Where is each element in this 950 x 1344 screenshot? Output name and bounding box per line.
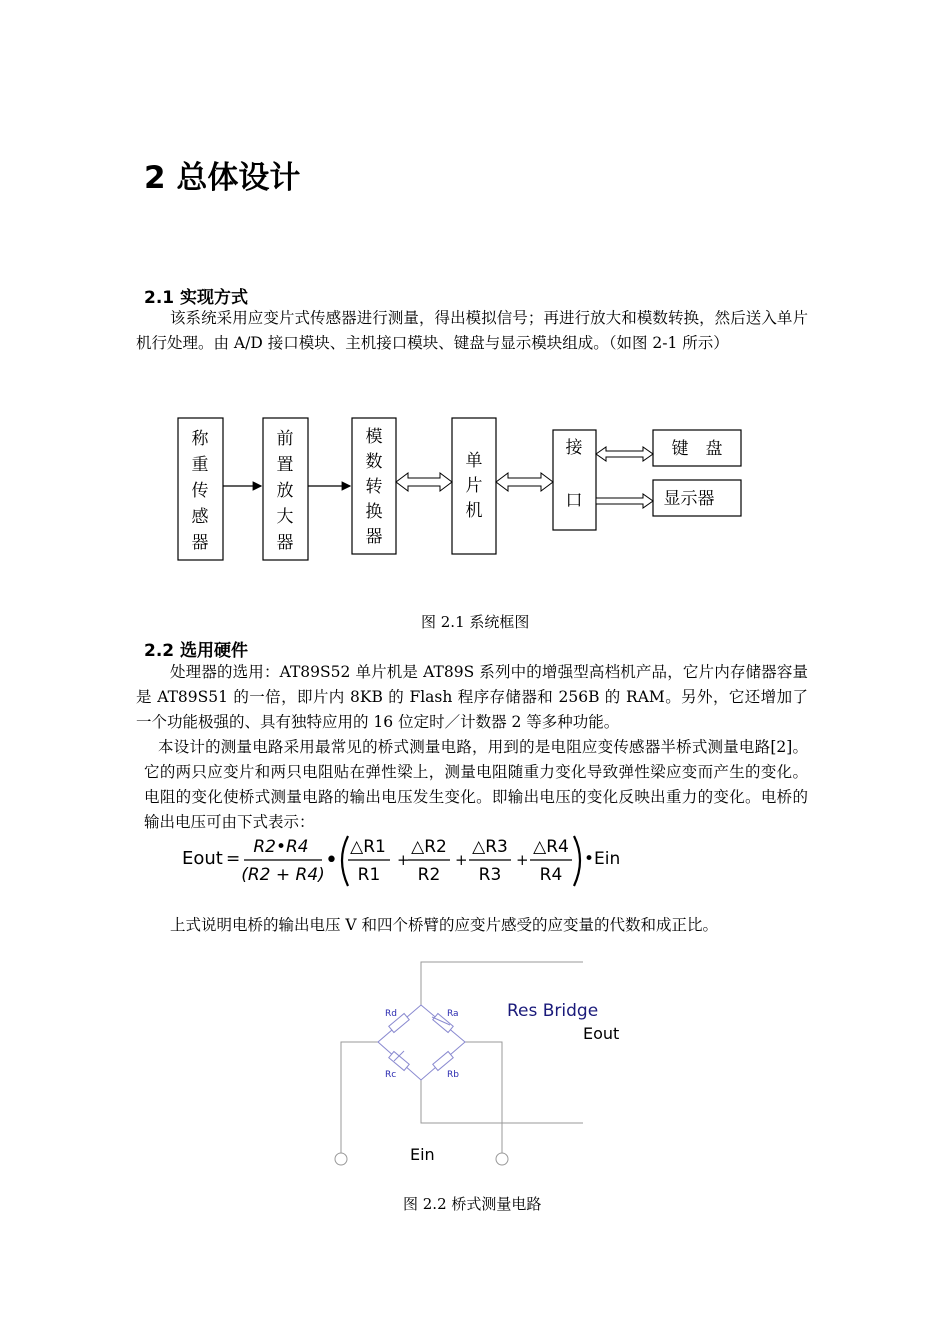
sensor-char-2: 重 [191, 455, 209, 475]
interface-char-1: 接 [565, 438, 583, 458]
label-rc: Rc [385, 1070, 397, 1080]
sensor-char-1: 称 [191, 429, 209, 449]
label-eout: Eout [583, 1024, 620, 1043]
formula-term4-num: △R4 [533, 837, 569, 857]
label-ein: Ein [410, 1145, 435, 1164]
display-label: 显示器 [663, 489, 715, 509]
terminal-right [496, 1153, 508, 1165]
interface-char-2: 口 [565, 491, 583, 511]
label-res-bridge: Res Bridge [507, 1001, 599, 1021]
formula-term2-num: △R2 [411, 837, 447, 857]
formula-plus-1: + [397, 851, 410, 869]
amp-char-1: 前 [276, 429, 294, 449]
wire-top [421, 962, 583, 1005]
res-bridge-circuit [330, 955, 630, 1175]
sensor-char-4: 感 [191, 507, 209, 527]
paragraph-conclusion: 上式说明电桥的输出电压 V 和四个桥臂的应变片感受的应变量的代数和成正比。 [170, 916, 719, 934]
figure-2-2-caption: 图 2.2 桥式测量电路 [403, 1195, 542, 1213]
wire-left [341, 1042, 378, 1153]
paragraph-processor: 处理器的选用：AT89S52 单片机是 AT89S 系列中的增强型高档机产品，它片内存储器容量是 AT89S51 的一倍，即片内 8KB 的 Flash 程序存储器和 256B 的 RAM。另外，它还增加了一个功能极强的、具有独特应用的 16 位定时／计数器 2 等多种功能。 [136, 663, 808, 731]
formula-term1-den: R1 [357, 865, 381, 885]
label-rd: Rd [385, 1009, 397, 1019]
double-arrow-mcu-interface [496, 473, 553, 491]
double-arrow-interface-keyboard [596, 447, 653, 461]
keyboard-label: 键 盘 [671, 439, 723, 459]
chapter-title: 2 总体设计 [144, 160, 301, 196]
resistor-rb [433, 1052, 453, 1071]
terminal-left [335, 1153, 347, 1165]
bridge-output-formula [180, 830, 640, 892]
label-rb: Rb [447, 1070, 459, 1080]
amp-char-5: 器 [276, 533, 294, 553]
formula-tail: •Ein [584, 849, 621, 869]
amp-char-3: 放 [276, 481, 294, 501]
formula-term3-num: △R3 [472, 837, 508, 857]
figure-2-1-caption: 图 2.1 系统框图 [421, 613, 530, 631]
label-ra: Ra [447, 1009, 459, 1019]
wire-right [465, 1042, 502, 1153]
formula-term4-den: R4 [539, 865, 563, 885]
system-block-diagram [170, 410, 760, 570]
amp-char-4: 大 [276, 507, 294, 527]
sensor-char-3: 传 [191, 481, 209, 501]
paragraph-implementation: 该系统采用应变片式传感器进行测量，得出模拟信号；再进行放大和模数转换，然后送入单片机行处理。由 A/D 接口模块、主机接口模块、键盘与显示模块组成。（如图 2-1 所示） [136, 309, 808, 352]
formula-plus-2: + [455, 851, 468, 869]
arrow-interface-display [596, 494, 653, 508]
paragraph-bridge-circuit: 本设计的测量电路采用最常见的桥式测量电路，用到的是电阻应变传感器半桥式测量电路[2]。它的两只应变片和两只电阻贴在弹性梁上，测量电阻随重力变化导致弹性梁应变而产生的变化。电阻的变化使桥式测量电路的输出电压发生变化。即输出电压的变化反映出重力的变化。电桥的输出电压可由下式表示： [144, 738, 808, 831]
formula-dot: • [325, 848, 338, 873]
formula-term2-den: R2 [417, 865, 441, 885]
formula-lhs: Eout [182, 848, 223, 869]
amp-char-2: 置 [276, 455, 294, 475]
sensor-char-5: 器 [191, 533, 209, 553]
formula-term1-num: △R1 [350, 837, 386, 857]
resistor-rc [389, 1052, 409, 1071]
double-arrow-adc-mcu [396, 473, 452, 491]
adc-char-1: 模 [365, 427, 383, 447]
formula-num1: R2•R4 [253, 837, 309, 857]
mcu-char-3: 机 [465, 501, 483, 521]
adc-char-3: 转 [365, 477, 383, 497]
adc-char-2: 数 [365, 452, 383, 472]
formula-den1: (R2 + R4) [241, 865, 325, 885]
formula-plus-3: + [516, 851, 529, 869]
adc-char-5: 器 [365, 527, 383, 547]
adc-char-4: 换 [365, 502, 383, 522]
mcu-char-2: 片 [465, 476, 483, 496]
section-heading-2-1: 2.1 实现方式 [144, 288, 249, 308]
mcu-char-1: 单 [465, 451, 483, 471]
section-heading-2-2: 2.2 选用硬件 [144, 641, 249, 661]
formula-equals: = [226, 849, 241, 869]
formula-term3-den: R3 [478, 865, 502, 885]
